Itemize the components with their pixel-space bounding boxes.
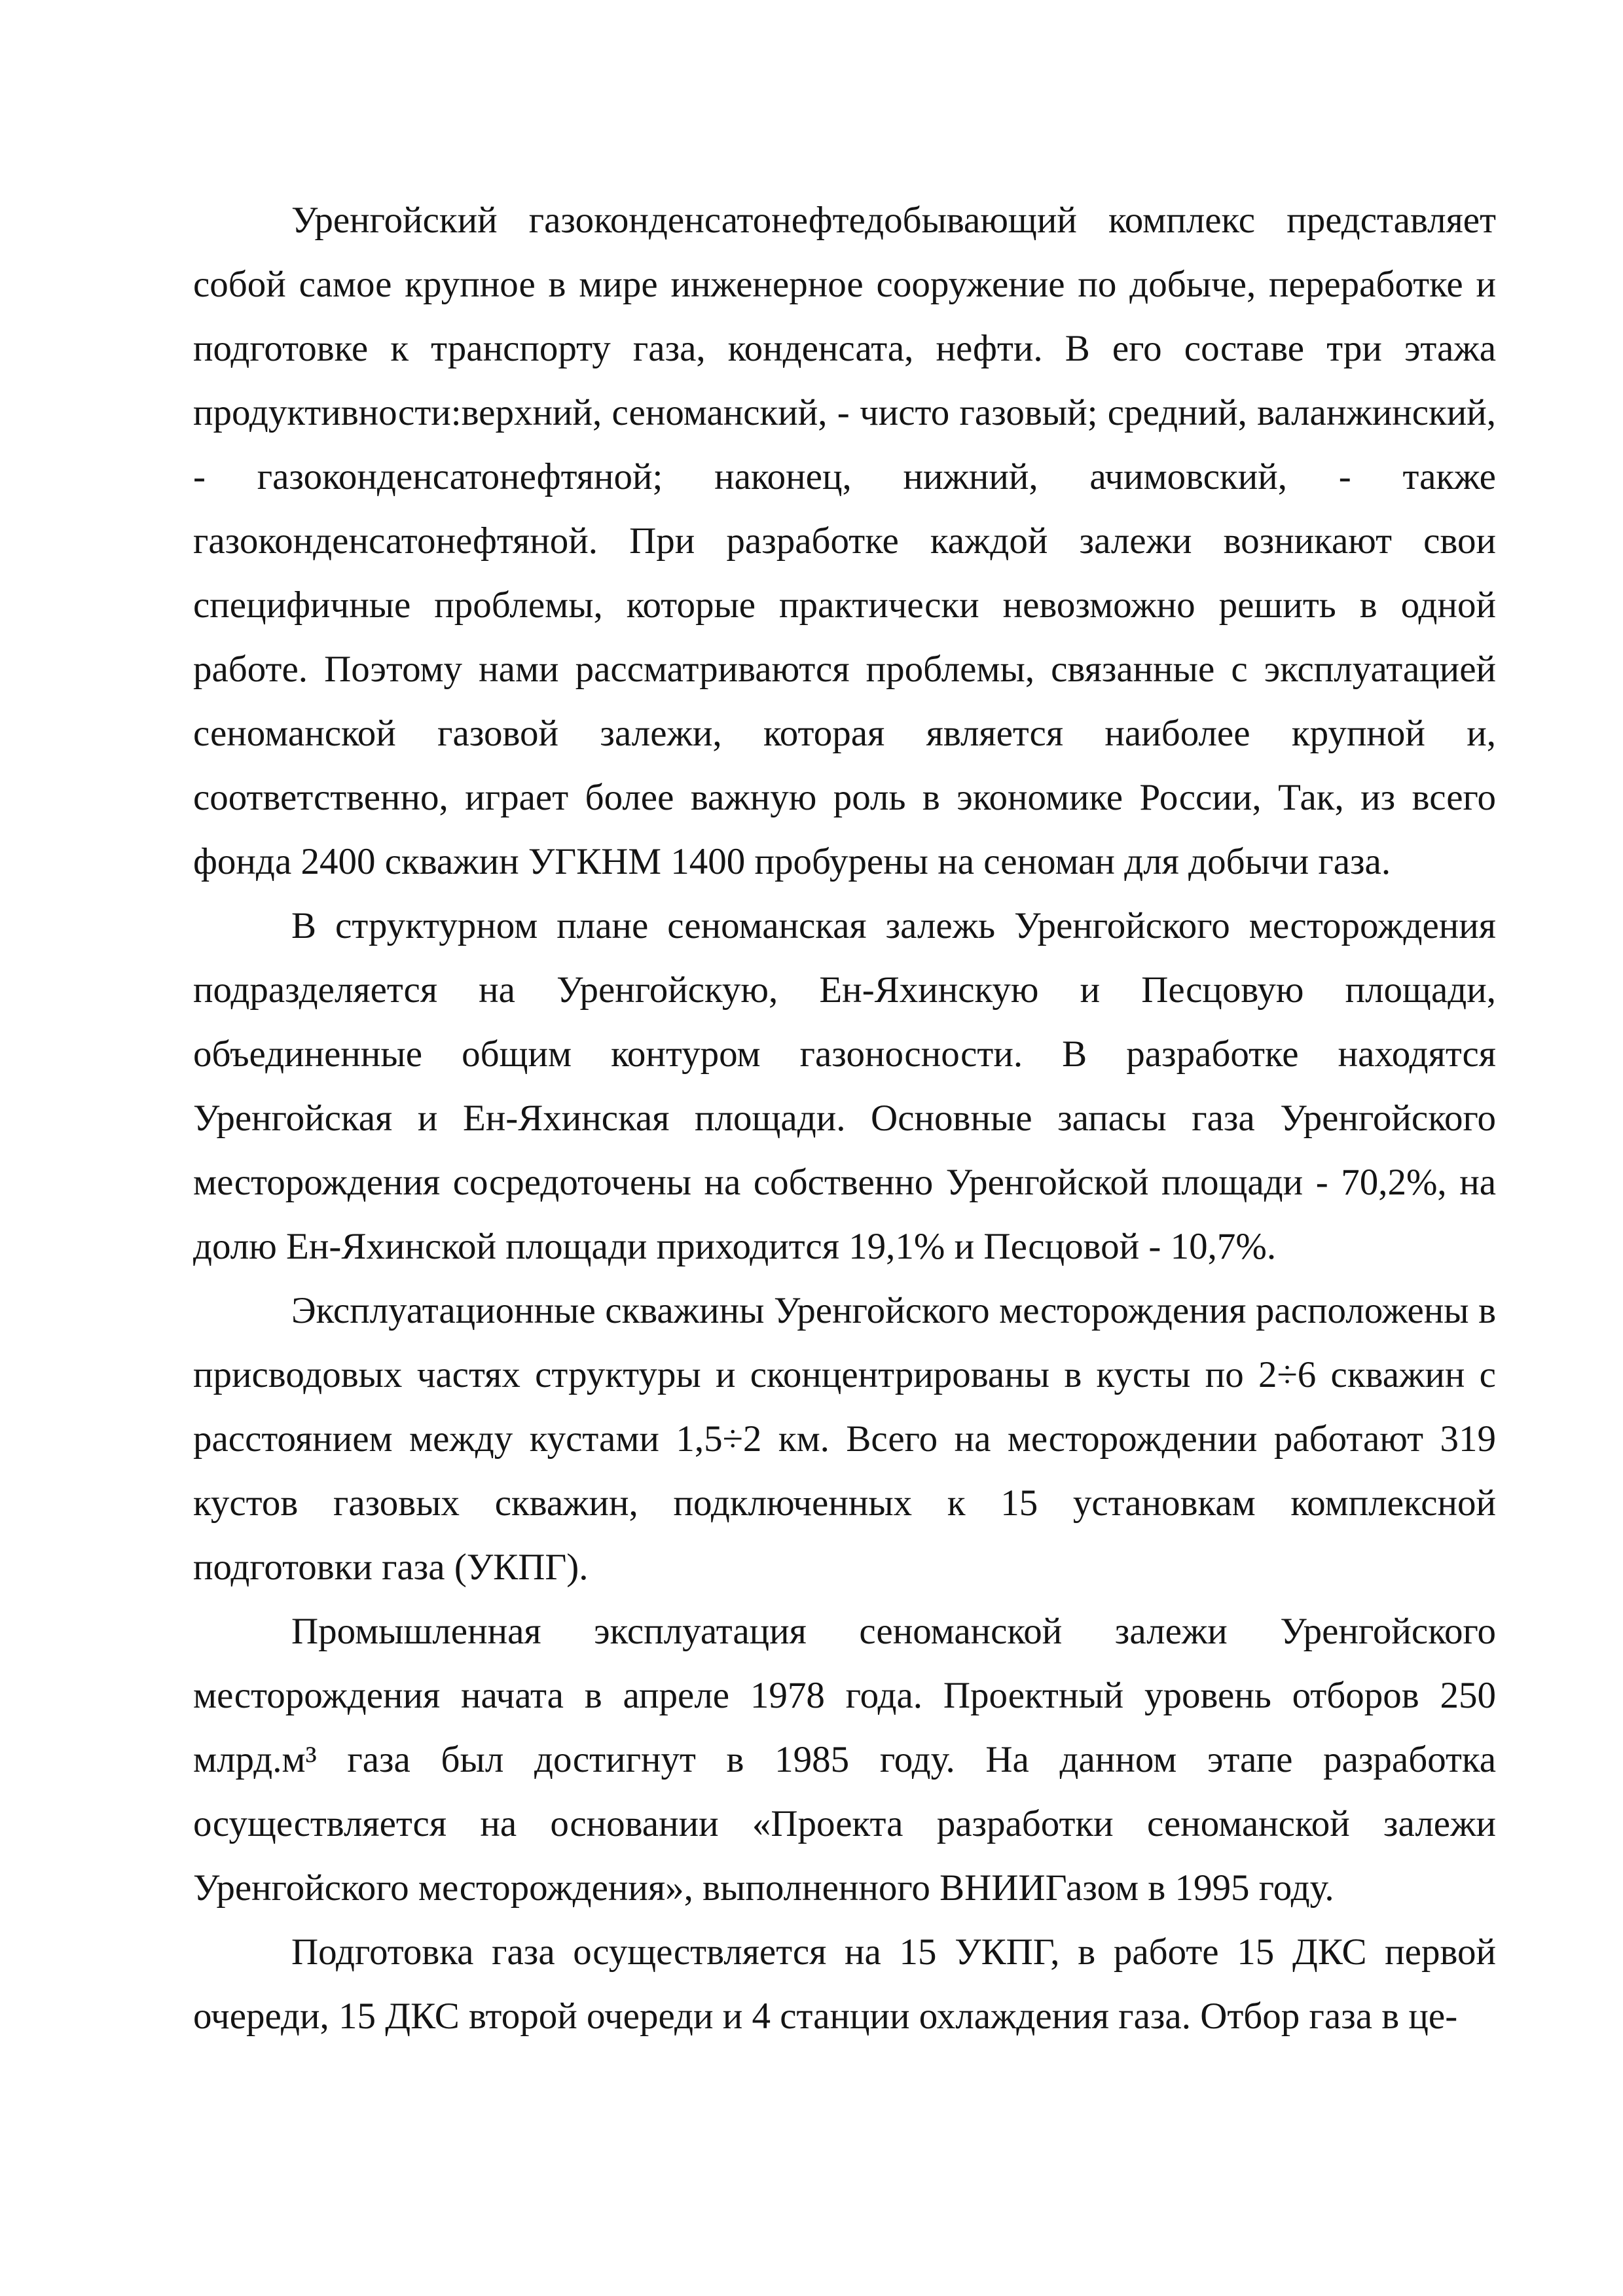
paragraph-2: В структурном плане сеноманская залежь Уренгойского месторождения подразделяется на Уренгойскую, Ен-Яхинскую и Песцовую площади, объединенные общим контуром газоносности. В разработке находятся Уренгойская и Ен-Яхинская площади. Основные запасы газа Уренгойского месторождения сосредоточены на собственно Уренгойской площади - 70,2%, на долю Ен-Яхинской площади приходится 19,1% и Песцовой - 10,7%. — [193, 905, 1496, 1267]
paragraph-5: Подготовка газа осуществляется на 15 УКПГ, в работе 15 ДКС первой очереди, 15 ДКС второй очереди и 4 станции охлаждения газа. Отбор газа в це- — [193, 1931, 1496, 2037]
paragraph-4: Промышленная эксплуатация сеноманской залежи Уренгойского месторождения начата в апреле 1978 года. Проектный уровень отборов 250 млрд.м³ газа был достигнут в 1985 году. На данном этапе разработка осуществляется на основании «Проекта разработки сеноманской залежи Уренгойского месторождения», выполненного ВНИИГазом в 1995 году. — [193, 1611, 1496, 1909]
paragraph-3: Эксплуатационные скважины Уренгойского месторождения расположены в присводовых частях структуры и сконцентрированы в кусты по 2÷6 скважин с расстоянием между кустами 1,5÷2 км. Всего на месторождении работают 319 кустов газовых скважин, подключенных к 15 установкам комплексной подготовки газа (УКПГ). — [193, 1290, 1496, 1588]
body-text — [193, 188, 1496, 2049]
paragraph-1: Уренгойский газоконденсатонефтедобывающий комплекс представляет собой самое крупное в мире инженерное сооружение по добыче, переработке и подготовке к транспорту газа, конденсата, нефти. В его составе три этажа продуктивности:верхний, сеноманский, - чисто газовый; средний, валанжинский, - газоконденсатонефтяной; наконец, нижний, ачимовский, - также газоконденсатонефтяной. При разработке каждой залежи возникают свои специфичные проблемы, которые практически невозможно решить в одной работе. Поэтому нами рассматриваются проблемы, связанные с эксплуатацией сеноманской газовой залежи, которая является наиболее крупной и, соответственно, играет более важную роль в экономике России, Так, из всего фонда 2400 скважин УГКНМ 1400 пробурены на сеноман для добычи газа. — [193, 200, 1496, 882]
